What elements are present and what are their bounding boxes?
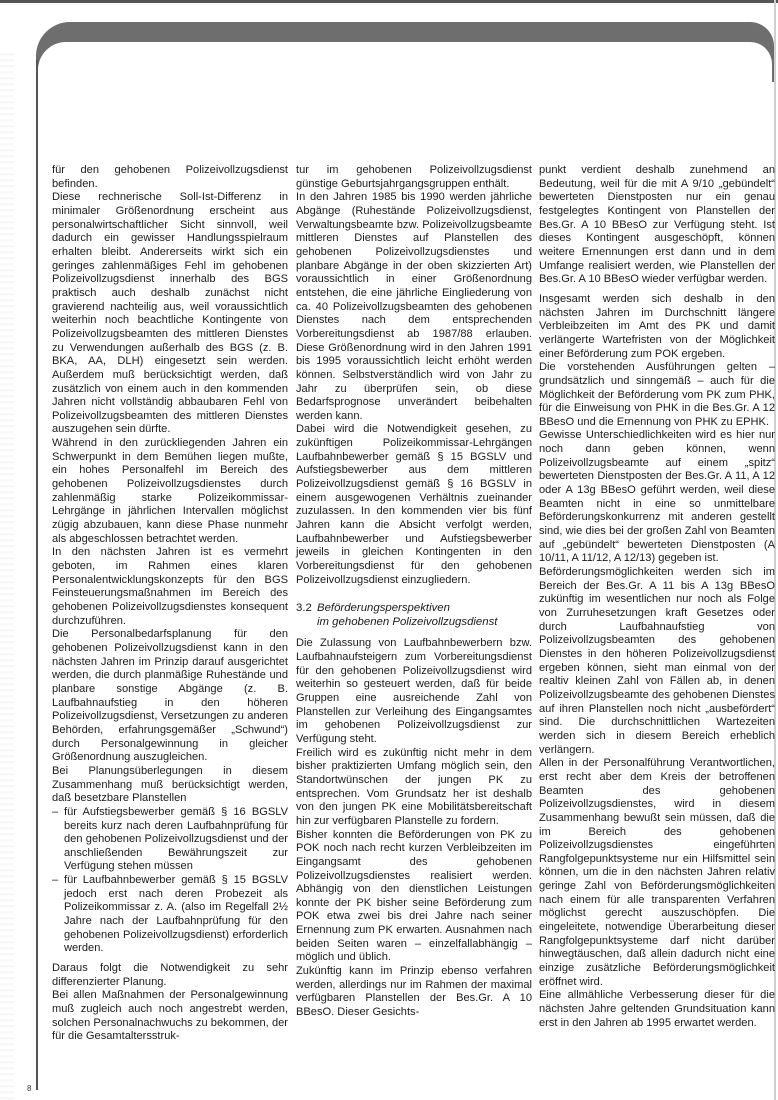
section-title-line-1: Beförderungsperspektiven (317, 602, 450, 615)
paragraph: Insgesamt werden sich deshalb in den nächsten Jahren im Durchschnitt längere Verbleibzeiten im Amt des PK und damit verlängerte Wartefristen von der Möglichkeit einer Beförderung zum POK ergeben. (539, 292, 775, 360)
paragraph: Während in den zurückliegenden Jahren ein Schwerpunkt in dem Bemühen liegen mußte, ein hohes Personalfehl im Bereich des gehobenen Polizeivollzugsdienstes durch zahlenmäßig starke Polizeikommissar-Lehrgänge in jährlichen Intervallen möglichst zügig abzubauen, kann diese Phase nunmehr als abgeschlossen betrachtet werden. (52, 437, 288, 545)
paragraph: Gewisse Unterschiedlichkeiten wird es hier nur noch dann geben können, wenn Polizeivollzugsbeamte auf einem „spitz“ bewerteten Dienstposten der Bes.Gr. A 11, A 12 oder A 13g BBesO geführt werden, weil diese Beamten nicht in eine so unmittelbare Beförderungskonkurrenz mit anderen gestellt sind, wie dies bei der großen Zahl von Beamten auf „gebündelt“ bewerteten Dienstposten (A 10/11, A 11/12, A 12/13) gegeben ist. (539, 429, 775, 565)
paragraph: Dabei wird die Notwendigkeit gesehen, zu zukünftigen Polizeikommissar-Lehrgängen Laufbahnbewerber gemäß § 15 BGSLV und Aufstiegsbewerber aus dem mittleren Polizeivollzugsdienst gemäß § 16 BGSLV in einem ausgewogenen Verhältnis zueinander zuzulassen. In den kommenden vier bis fünf Jahren kann die Absicht verfolgt werden, Laufbahnbewerber und Aufstiegsbewerber jeweils in gleichen Kontingenten in den Vorbereitungsdienst für den gehobenen Polizeivollzugsdienst einzugliedern. (296, 423, 532, 586)
paragraph: Zukünftig kann im Prinzip ebenso verfahren werden, allerdings nur im Rahmen der maximal verfügbaren Planstellen der Bes.Gr. A 10 BBesO. Dieser Gesichts- (296, 965, 532, 1019)
paragraph: Beförderungsmöglichkeiten werden sich im Bereich der Bes.Gr. A 11 bis A 13g BBesO zukünftig im wesentlichen nur noch als Folge von Zurruhesetzungen kraft Gesetzes oder durch Laufbahnaufstieg von Polizeivollzugsbeamten des gehobenen Dienstes in den höheren Polizeivollzugsdienst ergeben können, sieht man einmal von der realtiv kleinen Zahl von Fällen ab, in denen Polizeivollzugsbeamte des gehobenen Dienstes auf ihren Planstellen noch nicht „ausbefördert“ sind. Die durchschnittlichen Wartezeiten werden sich in diesem Bereich erheblich verlängern. (539, 566, 775, 756)
scan-top-edge (0, 0, 778, 3)
section-heading (296, 601, 532, 629)
page-number: 8 (27, 1084, 32, 1093)
paragraph: Bei allen Maßnahmen der Personalgewinnung muß zugleich auch noch angestrebt werden, solchen Personalnachwuchs zu bekommen, der für die Gesamtaltersstruk- (52, 989, 288, 1043)
section-title-line-2: im gehobenen Polizeivollzugsdienst (317, 616, 498, 629)
paragraph: Bei Planungsüberlegungen in diesem Zusammenhang muß berücksichtigt werden, daß besetzbare Planstellen (52, 764, 288, 805)
scan-margin-noise (0, 50, 14, 1100)
left-margin-rule (36, 60, 38, 1090)
section-number: 3.2 (296, 602, 312, 615)
list-item: – für Aufstiegsbewerber gemäß § 16 BGSLV bereits kurz nach deren Laufbahnprüfung für den gehobenen Polizeivollzugsdienst und der anschließenden Bewährungszeit zur Verfügung stehen müssen (52, 806, 288, 874)
paragraph: In den Jahren 1985 bis 1990 werden jährliche Abgänge (Ruhestände Polizeivollzugsdienst, Verwaltungsbeamte bzw. Polizeivollzugsbeamte mittleren Dienstes auf Planstellen des gehobenen Polizeivollzugsdienstes und planbare Abgänge in der oben skizzierten Art) voraussichtlich in einer Größenordnung entstehen, die eine jährliche Eingliederung von ca. 40 Polizeivollzugsbeamten des gehobenen Dienstes nach dem entsprechenden Vorbereitungsdienst ab 1987/88 erlauben. Diese Größenordnung wird in den Jahren 1991 bis 1995 voraussichtlich leicht erhöht werden können. Selbstverständlich wird von Jahr zu Jahr zu überprüfen sein, ob diese Bedarfsprognose unverändert beibehalten werden kann. (296, 191, 532, 422)
paragraph: In den nächsten Jahren ist es vermehrt geboten, im Rahmen eines klaren Personalentwicklungskonzepts für den BGS Feinsteuerungsmaßnahmen im Bereich des gehobenen Polizeivollzugsdienstes konsequent durchzuführen. (52, 546, 288, 627)
list-item: – für Laufbahnbewerber gemäß § 15 BGSLV jedoch erst nach deren Probezeit als Polizeikommissar z. A. (also im Regelfall 2½ Jahre nach der Laufbahnprüfung für den gehobenen Polizeivollzugsdienst) erforderlich werden. (52, 874, 288, 956)
text-column-1 (52, 164, 288, 1044)
paragraph: Bisher konnten die Beförderungen von PK zu POK noch nach recht kurzen Verbleibzeiten im Eingangsamt des gehobenen Polizeivollzugsdienstes realisiert werden. Abhängig von den dienstlichen Leistungen konnte der PK bisher seine Beförderung zum POK etwa zwei bis drei Jahre nach seiner Ernennung zum PK erwarten. Ausnahmen nach beiden Seiten waren – einzelfallabhängig – möglich und üblich. (296, 828, 532, 964)
paragraph: Die vorstehenden Ausführungen gelten – grundsätzlich und sinngemäß – auch für die Möglichkeit der Beförderung vom PK zum PHK, für die Einweisung von PHK in die Bes.Gr. A 12 BBesO und die Ernennung von PHK zu EPHK. (539, 361, 775, 428)
paragraph: Diese rechnerische Soll-Ist-Differenz in minimaler Größenordnung erscheint aus personalwirtschaftlicher Sicht sinnvoll, weil dadurch ein gewisser Handlungsspielraum erhalten bleibt. Andererseits wirkt sich ein geringes zahlenmäßiges Fehl im gehobenen Polizeivollzugsdienst innerhalb des BGS praktisch auch deshalb zunächst nicht gravierend nachteilig aus, weil voraussichtlich weiterhin noch beachtliche Kontingente von Polizeivollzugsbeamten des mittleren Dienstes zu Verwendungen außerhalb des BGS (z. B. BKA, AA, DLH) eingesetzt sein werden. Außerdem muß berücksichtigt werden, daß zusätzlich von einem auch in den kommenden Jahren nicht vollständig abbaubaren Fehl von Polizeivollzugsbeamten des mittleren Dienstes auszugehen sein dürfte. (52, 191, 288, 436)
paragraph: für den gehobenen Polizeivollzugsdienst befinden. (52, 164, 288, 190)
text-column-2 (296, 164, 532, 1020)
paragraph: Eine allmähliche Verbesserung dieser für die nächsten Jahre geltenden Grundsituation kann erst in den Jahren ab 1995 erwartet werden. (539, 989, 775, 1029)
header-banner-inner (38, 42, 772, 102)
paragraph: Die Personalbedarfsplanung für den gehobenen Polizeivollzugsdienst kann in den nächsten Jahren im Prinzip darauf ausgerichtet werden, die durch planmäßige Ruhestände und planbare sonstige Abgänge (z. B. Laufbahnaufstieg in den höheren Polizeivollzugsdienst, Versetzungen zu anderen Behörden, erfahrungsgemäßer „Schwund“) durch Personalgewinnung in gleicher Größenordnung auszugleichen. (52, 628, 288, 764)
dash-list (52, 806, 288, 956)
paragraph: Die Zulassung von Laufbahnbewerbern bzw. Laufbahnaufsteigern zum Vorbereitungsdienst für den gehobenen Polizeivollzugsdienst wird weiterhin so gesteuert werden, daß für beide Gruppen eine ausreichende Zahl von Planstellen zur Verleihung des Eingangsamtes im gehobenen Polizeivollzugsdienst zur Verfügung steht. (296, 637, 532, 745)
paragraph: Allen in der Personalführung Verantwortlichen, erst recht aber dem Kreis der betroffenen Beamten des gehobenen Polizeivollzugsdienstes, wird in diesem Zusammenhang bewußt sein müssen, daß die im Bereich des gehobenen Polizeivollzugsdienstes eingeführten Rangfolgepunktsysteme nur ein Hilfsmittel sein können, um die in den nächsten Jahren relativ geringe Zahl von Beförderungsmöglichkeiten nach einem für alle transparenten Verfahren möglichst gerecht auszuschöpfen. Die eingeleitete, notwendige Überarbeitung dieser Rangfolgepunktsysteme darf nicht darüber hinwegtäuschen, daß allein dadurch nicht eine einzige zusätzliche Beförderungsmöglichkeit eröffnet wird. (539, 757, 775, 988)
paragraph: Freilich wird es zukünftig nicht mehr in dem bisher praktizierten Umfang möglich sein, den Standortwünschen der jungen PK zu entsprechen. Vom Grundsatz her ist deshalb von den jungen PK eine Mobilitätsbereitschaft hin zur verfügbaren Planstelle zu fordern. (296, 746, 532, 827)
paragraph: tur im gehobenen Polizeivollzugsdienst günstige Geburtsjahrgangsgruppen enthält. (296, 164, 532, 190)
text-column-3 (539, 164, 775, 1030)
paragraph: Daraus folgt die Notwendigkeit zu sehr differenzierter Planung. (52, 962, 288, 988)
paragraph: punkt verdient deshalb zunehmend an Bedeutung, weil für die mit A 9/10 „gebündelt“ bewerteten Dienstposten nur ein genau festgelegtes Kontingent von Planstellen der Bes.Gr. A 10 BBesO zur Verfügung steht. Ist dieses Kontingent ausgeschöpft, können weitere Ernennungen erst dann und in dem Umfange realisiert werden, wie Planstellen der Bes.Gr. A 10 BBesO wieder verfügbar werden. (539, 164, 775, 286)
